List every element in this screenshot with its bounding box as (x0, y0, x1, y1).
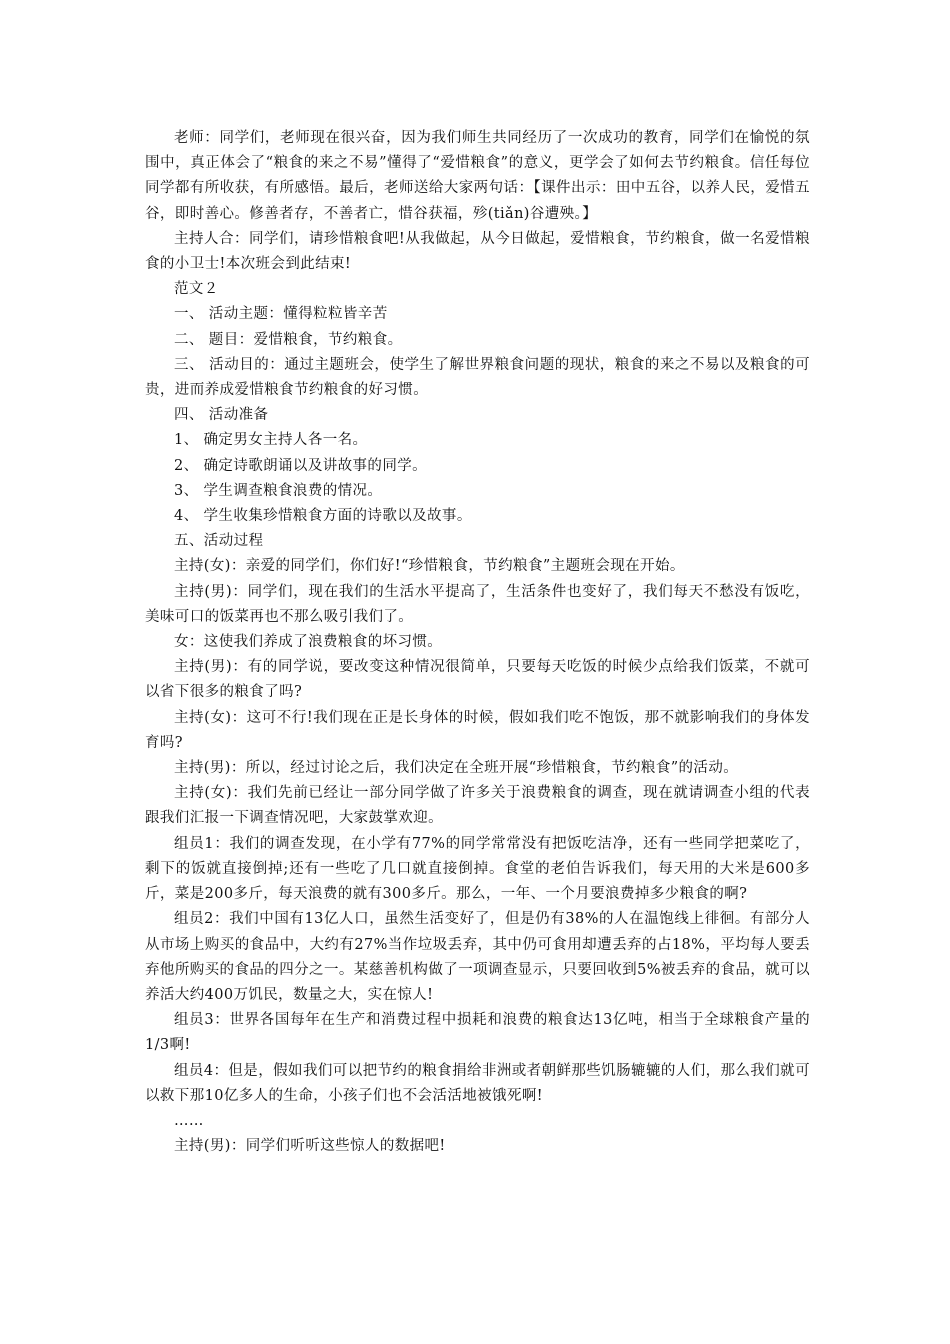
paragraph-topic: 二、 题目：爱惜粮食，节约粮食。 (174, 331, 403, 348)
dialogue-line-member-1: 组员1：我们的调查发现，在小学有77%的同学常常没有把饭吃洁净，还有一些同学把菜吃了，剩下的饭就直接倒掉;还有一些吃了几口就直接倒掉。食堂的老伯告诉我们，每天用的大米是600多斤，菜是200多斤，每天浪费的就有300多斤。那么，一年、一个月要浪费掉多少粮食的啊? (145, 835, 810, 903)
dialogue-line: 主持(女)：我们先前已经让一部分同学做了许多关于浪费粮食的调查，现在就请调查小组的代表跟我们汇报一下调查情况吧，大家鼓掌欢迎。 (145, 785, 810, 827)
dialogue-line-member-3: 组员3：世界各国每年在生产和消费过程中损耗和浪费的粮食达13亿吨，相当于全球粮食产量的1/3啊! (145, 1012, 810, 1054)
dialogue-line: 主持(女)：这可不行!我们现在正是长身体的时候，假如我们吃不饱饭，那不就影响我们的身体发育吗? (145, 709, 810, 751)
paragraph-teacher-closing: 老师：同学们，老师现在很兴奋，因为我们师生共同经历了一次成功的教育，同学们在愉悦的氛围中，真正体会了“粮食的来之不易”懂得了“爱惜粮食”的意义，更学会了如何去节约粮食。信任每位同学都有所收获，有所感悟。最后，老师送给大家两句话：【课件出示：田中五谷，以养人民，爱惜五谷，即时善心。修善者存，不善者亡，惜谷获福，殄(tiǎn)谷遭殃。】 (145, 130, 810, 222)
dialogue-line-final: 主持(男)：同学们听听这些惊人的数据吧! (174, 1138, 446, 1155)
dialogue-line: 主持(男)：所以，经过讨论之后，我们决定在全班开展“珍惜粮食，节约粮食”的活动。 (174, 760, 739, 777)
list-item-prep-4: 4、 学生收集珍惜粮食方面的诗歌以及故事。 (174, 508, 472, 525)
dialogue-line-member-2: 组员2：我们中国有13亿人口，虽然生活变好了，但是仍有38%的人在温饱线上徘徊。有部分人从市场上购买的食品中，大约有27%当作垃圾丢弃，其中仍可食用却遭丢弃的占18%，平均每人要丢弃他所购买的食品的四分之一。某慈善机构做了一项调查显示，只要回收到5%被丢弃的食品，就可以养活大约400万饥民，数量之大，实在惊人! (145, 911, 810, 1003)
list-item-prep-3: 3、 学生调查粮食浪费的情况。 (174, 482, 383, 499)
list-item-prep-1: 1、 确定男女主持人各一名。 (174, 432, 368, 449)
dialogue-line: 女：这使我们养成了浪费粮食的坏习惯。 (174, 634, 443, 651)
dialogue-line: 主持(女)：亲爱的同学们，你们好!“珍惜粮食，节约粮食”主题班会现在开始。 (174, 558, 685, 575)
paragraph-activity-theme: 一、 活动主题：懂得粒粒皆辛苦 (174, 306, 388, 323)
dialogue-line: 主持(男)：有的同学说，要改变这种情况很简单，只要每天吃饭的时候少点给我们饭菜，不就可以省下很多的粮食了吗? (145, 659, 810, 701)
section-heading-sample-2: 范文２ (174, 281, 219, 298)
document-body (145, 126, 810, 1159)
list-item-prep-2: 2、 确定诗歌朗诵以及讲故事的同学。 (174, 457, 428, 474)
ellipsis-line: …… (174, 1112, 204, 1129)
paragraph-activity-preparation: 四、 活动准备 (174, 407, 269, 424)
paragraph-hosts-closing: 主持人合：同学们，请珍惜粮食吧!从我做起，从今日做起，爱惜粮食，节约粮食，做一名爱惜粮食的小卫士!本次班会到此结束! (145, 230, 810, 273)
paragraph-activity-purpose: 三、 活动目的：通过主题班会，使学生了解世界粮食问题的现状，粮食的来之不易以及粮食的可贵，进而养成爱惜粮食节约粮食的好习惯。 (145, 356, 810, 399)
dialogue-line: 主持(男)：同学们，现在我们的生活水平提高了，生活条件也变好了，我们每天不愁没有饭吃，美味可口的饭菜再也不那么吸引我们了。 (145, 583, 810, 625)
dialogue-line-member-4: 组员4：但是，假如我们可以把节约的粮食捐给非洲或者朝鲜那些饥肠辘辘的人们，那么我们就可以救下那10亿多人的生命，小孩子们也不会活活地被饿死啊! (145, 1062, 810, 1104)
paragraph-activity-process: 五、活动过程 (174, 533, 264, 550)
